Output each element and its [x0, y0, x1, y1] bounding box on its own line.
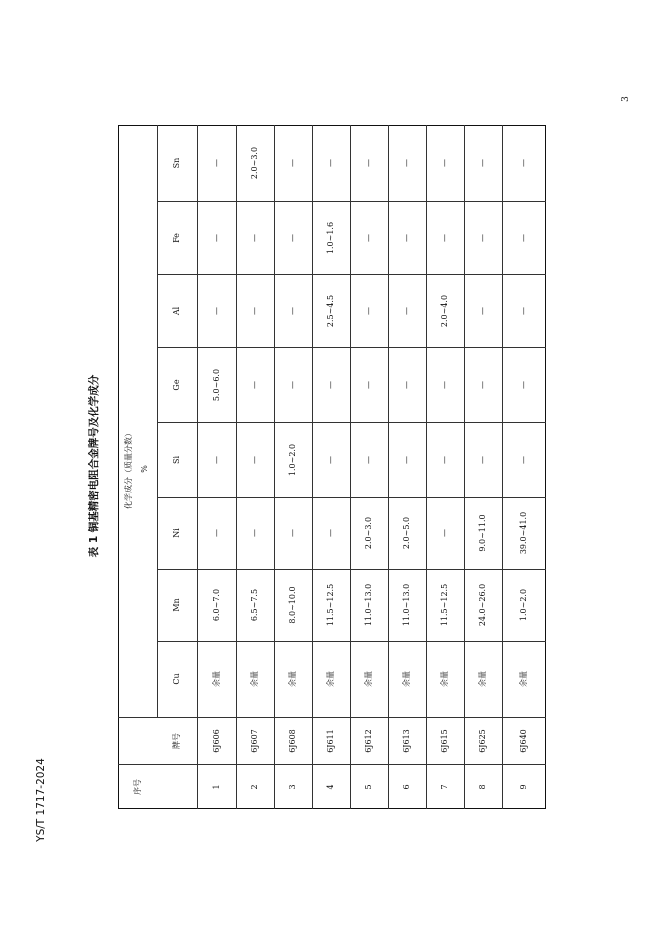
table-cell-mn: 6.0~7.0: [211, 588, 221, 622]
row-divider: [426, 125, 427, 809]
table-cell-ni: 2.0~5.0: [402, 516, 411, 550]
table-cell-sn: —: [440, 159, 449, 167]
table-cell-mn: 6.5~7.5: [250, 588, 259, 622]
table-cell-ge: —: [250, 380, 259, 389]
table-cell-fe: —: [364, 233, 373, 242]
row-divider: [464, 125, 465, 809]
table-cell-grade: 6J612: [364, 728, 373, 753]
column-divider: [118, 764, 546, 765]
table-cell-grade: 6J625: [478, 728, 487, 753]
table-cell-ni: 9.0~11.0: [478, 514, 487, 552]
table-cell-ge: —: [478, 380, 487, 389]
table-cell-ge: —: [519, 380, 528, 389]
table-cell-grade: 6J640: [519, 728, 528, 753]
header-unit: %: [140, 465, 149, 473]
column-divider: [157, 641, 546, 642]
table-cell-si: —: [326, 455, 335, 464]
row-divider: [236, 125, 237, 809]
row-divider: [312, 125, 313, 809]
column-divider: [118, 717, 546, 718]
header-element-si: Si: [172, 455, 181, 464]
table-cell-cu: 余量: [211, 671, 221, 687]
table-cell-seq: 1: [211, 783, 221, 790]
table-cell-si: —: [478, 455, 487, 464]
table-cell-seq: 2: [250, 783, 259, 790]
standard-code: YS/T 1717-2024: [35, 758, 47, 842]
row-divider: [388, 125, 389, 809]
table-cell-ni: 2.0~3.0: [364, 516, 373, 550]
table-cell-sn: 2.0~3.0: [250, 146, 259, 180]
header-element-cu: Cu: [172, 673, 181, 685]
table-cell-si: —: [402, 455, 411, 464]
table-cell-al: —: [519, 306, 528, 315]
table-cell-sn: —: [402, 159, 411, 167]
table-cell-cu: 余量: [440, 671, 449, 687]
table-cell-ge: —: [364, 380, 373, 389]
table-cell-seq: 6: [402, 783, 411, 790]
column-divider: [157, 201, 546, 202]
table-cell-si: —: [364, 455, 373, 464]
table-cell-seq: 7: [440, 783, 449, 790]
table-cell-ni: —: [211, 529, 221, 537]
table-cell-al: —: [364, 306, 373, 315]
table-cell-sn: —: [478, 159, 487, 167]
row-divider: [197, 125, 198, 809]
row-divider: [502, 125, 503, 809]
table-cell-seq: 5: [364, 783, 373, 790]
table-cell-al: 2.5~4.5: [326, 294, 335, 327]
table-cell-cu: 余量: [402, 671, 411, 687]
header-sub-divider: [157, 125, 158, 717]
table-title: 表 1 铜基精密电阻合金牌号及化学成分: [88, 374, 100, 558]
table-cell-al: —: [402, 306, 411, 315]
header-element-fe: Fe: [172, 232, 181, 243]
column-divider: [157, 422, 546, 423]
table-cell-cu: 余量: [288, 671, 297, 687]
table-cell-ni: —: [326, 529, 335, 537]
page-number: 3: [621, 96, 631, 102]
table-cell-fe: —: [288, 233, 297, 242]
table-cell-ni: —: [440, 529, 449, 537]
header-element-al: Al: [172, 306, 181, 315]
table-cell-cu: 余量: [519, 671, 528, 687]
composition-table: [118, 125, 546, 809]
table-cell-fe: 1.0~1.6: [326, 221, 335, 254]
table-cell-grade: 6J607: [250, 728, 259, 753]
table-cell-mn: 11.5~12.5: [326, 583, 335, 627]
column-divider: [157, 569, 546, 570]
table-cell-al: —: [250, 306, 259, 315]
column-divider: [157, 274, 546, 275]
table-cell-mn: 11.0~13.0: [402, 583, 411, 627]
table-cell-si: —: [440, 455, 449, 464]
table-cell-al: —: [478, 306, 487, 315]
table-cell-mn: 11.0~13.0: [364, 583, 373, 627]
table-cell-seq: 9: [519, 783, 528, 790]
table-cell-grade: 6J606: [211, 728, 221, 753]
table-cell-grade: 6J615: [440, 728, 449, 753]
table-cell-al: —: [211, 306, 221, 315]
table-cell-grade: 6J611: [326, 728, 335, 753]
table-cell-ge: —: [288, 380, 297, 389]
table-cell-si: —: [250, 455, 259, 464]
table-cell-si: 1.0~2.0: [288, 443, 297, 476]
table-cell-al: 2.0~4.0: [440, 294, 449, 327]
table-cell-cu: 余量: [364, 671, 373, 687]
header-composition-group: 化学成分（质量分数）: [124, 429, 133, 509]
table-cell-mn: 1.0~2.0: [519, 588, 528, 622]
table-cell-mn: 11.5~12.5: [440, 583, 449, 627]
table-cell-sn: —: [519, 159, 528, 167]
table-cell-ge: —: [402, 380, 411, 389]
table-cell-cu: 余量: [478, 671, 487, 687]
table-cell-sn: —: [211, 159, 221, 167]
row-divider: [350, 125, 351, 809]
header-element-mn: Mn: [172, 598, 181, 612]
table-cell-al: —: [288, 306, 297, 315]
column-divider: [157, 497, 546, 498]
table-cell-sn: —: [364, 159, 373, 167]
table-cell-fe: —: [402, 233, 411, 242]
table-cell-sn: —: [288, 159, 297, 167]
row-divider: [274, 125, 275, 809]
table-cell-ge: 5.0~6.0: [211, 368, 221, 401]
table-cell-seq: 3: [288, 783, 297, 790]
table-cell-fe: —: [478, 233, 487, 242]
table-cell-fe: —: [250, 233, 259, 242]
table-cell-ni: —: [250, 529, 259, 537]
column-divider: [157, 347, 546, 348]
table-cell-cu: 余量: [250, 671, 259, 687]
table-cell-fe: —: [211, 233, 221, 242]
table-cell-ni: —: [288, 529, 297, 537]
table-cell-fe: —: [519, 233, 528, 242]
header-element-sn: Sn: [172, 157, 181, 169]
table-cell-si: —: [519, 455, 528, 464]
table-cell-sn: —: [326, 159, 335, 167]
table-cell-fe: —: [440, 233, 449, 242]
header-seq: 序号: [132, 778, 142, 795]
table-cell-mn: 8.0~10.0: [288, 586, 297, 624]
table-cell-ni: 39.0~41.0: [519, 511, 528, 555]
table-cell-cu: 余量: [326, 671, 335, 687]
table-cell-ge: —: [440, 380, 449, 389]
table-cell-grade: 6J613: [402, 728, 411, 753]
table-cell-seq: 8: [478, 783, 487, 790]
header-grade: 牌号: [172, 732, 181, 749]
table-cell-grade: 6J608: [288, 728, 297, 753]
table-cell-seq: 4: [326, 783, 335, 790]
table-cell-ge: —: [326, 380, 335, 389]
table-cell-si: —: [211, 455, 221, 464]
header-element-ge: Ge: [172, 378, 181, 391]
table-cell-mn: 24.0~26.0: [478, 583, 487, 627]
header-element-ni: Ni: [172, 528, 181, 538]
